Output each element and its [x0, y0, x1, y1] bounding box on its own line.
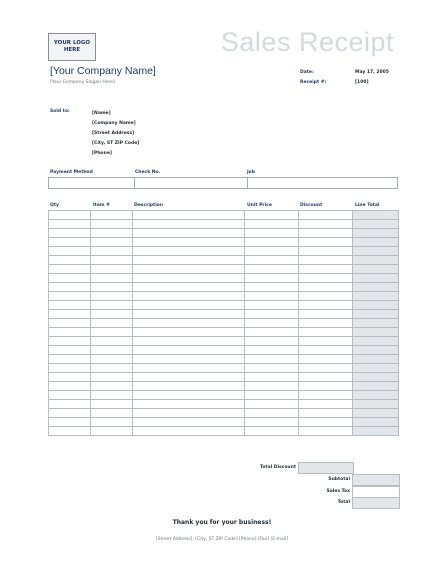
payment-method-header: Payment Method: [50, 170, 93, 175]
thank-you-message: Thank you for your business!: [172, 519, 272, 526]
description-cell[interactable]: [133, 283, 245, 292]
line-total-cell[interactable]: [353, 409, 399, 418]
item-number-cell[interactable]: [91, 364, 133, 373]
qty-cell[interactable]: [49, 400, 91, 409]
logo-placeholder: [48, 33, 96, 61]
line-total-cell[interactable]: [353, 427, 399, 436]
discount-cell[interactable]: [299, 292, 353, 301]
line-item-row: [49, 364, 399, 373]
description-cell[interactable]: [133, 427, 245, 436]
unit-price-cell[interactable]: [245, 355, 299, 364]
description-cell[interactable]: [133, 229, 245, 238]
sold-to-street: [Street Address]: [92, 131, 135, 136]
unit-price-header: Unit Price: [247, 203, 272, 208]
discount-cell[interactable]: [299, 400, 353, 409]
line-item-row: [49, 211, 399, 220]
line-item-row: [49, 310, 399, 319]
discount-cell[interactable]: [299, 310, 353, 319]
sold-to-label: Sold to:: [50, 109, 70, 114]
description-header: Description: [134, 203, 164, 208]
total-box[interactable]: [352, 497, 400, 509]
sales-tax-label: Sales Tax: [326, 489, 350, 494]
job-header: Job: [247, 170, 255, 175]
description-cell[interactable]: [133, 391, 245, 400]
footer-contact: [Street Address], [City, ST ZIP Code] [Phone] [Fax] [E-mail]: [155, 537, 289, 542]
unit-price-cell[interactable]: [245, 211, 299, 220]
item-number-cell[interactable]: [91, 301, 133, 310]
description-cell[interactable]: [133, 418, 245, 427]
receipt-number-value: [100]: [355, 80, 369, 85]
item-number-cell[interactable]: [91, 391, 133, 400]
unit-price-cell[interactable]: [245, 337, 299, 346]
unit-price-cell[interactable]: [245, 319, 299, 328]
item-number-cell[interactable]: [91, 382, 133, 391]
line-item-row: [49, 328, 399, 337]
payment-table: [48, 177, 398, 189]
line-item-row: [49, 391, 399, 400]
discount-cell[interactable]: [299, 391, 353, 400]
line-total-cell[interactable]: [353, 220, 399, 229]
item-number-cell[interactable]: [91, 328, 133, 337]
date-value: May 17, 2005: [355, 70, 389, 75]
item-number-cell[interactable]: [91, 310, 133, 319]
line-item-row: [49, 346, 399, 355]
unit-price-cell[interactable]: [245, 256, 299, 265]
description-cell[interactable]: [133, 238, 245, 247]
description-cell[interactable]: [133, 364, 245, 373]
qty-cell[interactable]: [49, 337, 91, 346]
unit-price-cell[interactable]: [245, 400, 299, 409]
discount-cell[interactable]: [299, 229, 353, 238]
qty-cell[interactable]: [49, 319, 91, 328]
item-number-cell[interactable]: [91, 373, 133, 382]
item-number-cell[interactable]: [91, 265, 133, 274]
item-number-cell[interactable]: [91, 274, 133, 283]
item-number-cell[interactable]: [91, 427, 133, 436]
line-item-row: [49, 247, 399, 256]
logo-line-2: HERE: [63, 47, 81, 53]
qty-cell[interactable]: [49, 364, 91, 373]
unit-price-cell[interactable]: [245, 427, 299, 436]
line-item-row: [49, 283, 399, 292]
check-number-cell[interactable]: [135, 178, 248, 189]
discount-cell[interactable]: [299, 283, 353, 292]
unit-price-cell[interactable]: [245, 229, 299, 238]
discount-cell[interactable]: [299, 346, 353, 355]
unit-price-cell[interactable]: [245, 391, 299, 400]
description-cell[interactable]: [133, 310, 245, 319]
item-number-cell[interactable]: [91, 247, 133, 256]
discount-cell[interactable]: [299, 364, 353, 373]
discount-cell[interactable]: [299, 301, 353, 310]
unit-price-cell[interactable]: [245, 283, 299, 292]
sold-to-company: [Company Name]: [92, 121, 136, 126]
description-cell[interactable]: [133, 265, 245, 274]
description-cell[interactable]: [133, 400, 245, 409]
line-total-cell[interactable]: [353, 400, 399, 409]
description-cell[interactable]: [133, 355, 245, 364]
line-item-row: [49, 382, 399, 391]
unit-price-cell[interactable]: [245, 364, 299, 373]
line-item-row: [49, 265, 399, 274]
unit-price-cell[interactable]: [245, 220, 299, 229]
item-number-cell[interactable]: [91, 220, 133, 229]
unit-price-cell[interactable]: [245, 301, 299, 310]
line-item-row: [49, 409, 399, 418]
discount-cell[interactable]: [299, 355, 353, 364]
line-item-row: [49, 229, 399, 238]
unit-price-cell[interactable]: [245, 292, 299, 301]
line-item-row: [49, 418, 399, 427]
unit-price-cell[interactable]: [245, 418, 299, 427]
qty-cell[interactable]: [49, 229, 91, 238]
line-item-row: [49, 238, 399, 247]
item-number-cell[interactable]: [91, 346, 133, 355]
discount-cell[interactable]: [299, 427, 353, 436]
item-number-cell[interactable]: [91, 256, 133, 265]
item-number-cell[interactable]: [91, 400, 133, 409]
line-total-cell[interactable]: [353, 274, 399, 283]
description-cell[interactable]: [133, 220, 245, 229]
description-cell[interactable]: [133, 346, 245, 355]
line-total-cell[interactable]: [353, 301, 399, 310]
qty-cell[interactable]: [49, 310, 91, 319]
logo-line-1: YOUR LOGO: [53, 40, 91, 46]
description-cell[interactable]: [133, 328, 245, 337]
item-number-cell[interactable]: [91, 319, 133, 328]
line-total-cell[interactable]: [353, 337, 399, 346]
unit-price-cell[interactable]: [245, 310, 299, 319]
discount-cell[interactable]: [299, 274, 353, 283]
unit-price-cell[interactable]: [245, 346, 299, 355]
unit-price-cell[interactable]: [245, 238, 299, 247]
item-number-cell[interactable]: [91, 337, 133, 346]
sold-to-block: [92, 109, 139, 159]
discount-cell[interactable]: [299, 418, 353, 427]
check-number-header: Check No.: [135, 170, 161, 175]
line-item-row: [49, 292, 399, 301]
item-number-cell[interactable]: [91, 355, 133, 364]
discount-cell[interactable]: [299, 409, 353, 418]
payment-method-cell[interactable]: [49, 178, 135, 189]
discount-cell[interactable]: [299, 337, 353, 346]
line-item-row: [49, 337, 399, 346]
description-cell[interactable]: [133, 409, 245, 418]
item-number-cell[interactable]: [91, 229, 133, 238]
line-total-cell[interactable]: [353, 211, 399, 220]
line-item-row: [49, 274, 399, 283]
line-total-cell[interactable]: [353, 346, 399, 355]
description-cell[interactable]: [133, 382, 245, 391]
qty-cell[interactable]: [49, 256, 91, 265]
discount-cell[interactable]: [299, 247, 353, 256]
receipt-number-label: Receipt #:: [300, 80, 327, 85]
unit-price-cell[interactable]: [245, 382, 299, 391]
subtotal-box[interactable]: [352, 474, 400, 486]
line-total-cell[interactable]: [353, 283, 399, 292]
line-total-cell[interactable]: [353, 391, 399, 400]
line-item-row: [49, 220, 399, 229]
payment-row: [49, 178, 398, 189]
discount-cell[interactable]: [299, 220, 353, 229]
qty-cell[interactable]: [49, 373, 91, 382]
line-total-cell[interactable]: [353, 373, 399, 382]
discount-cell[interactable]: [299, 319, 353, 328]
qty-cell[interactable]: [49, 274, 91, 283]
item-number-cell[interactable]: [91, 292, 133, 301]
line-item-row: [49, 319, 399, 328]
line-total-cell[interactable]: [353, 328, 399, 337]
sold-to-name: [Name]: [92, 111, 111, 116]
discount-cell[interactable]: [299, 328, 353, 337]
description-cell[interactable]: [133, 292, 245, 301]
description-cell[interactable]: [133, 301, 245, 310]
qty-cell[interactable]: [49, 328, 91, 337]
item-number-header: Item #: [93, 203, 110, 208]
line-item-row: [49, 301, 399, 310]
item-number-cell[interactable]: [91, 283, 133, 292]
job-cell[interactable]: [248, 178, 398, 189]
line-total-cell[interactable]: [353, 382, 399, 391]
line-total-cell[interactable]: [353, 229, 399, 238]
qty-cell[interactable]: [49, 247, 91, 256]
unit-price-cell[interactable]: [245, 247, 299, 256]
qty-cell[interactable]: [49, 211, 91, 220]
line-total-header: Line Total: [355, 203, 380, 208]
line-total-cell[interactable]: [353, 256, 399, 265]
line-item-row: [49, 400, 399, 409]
description-cell[interactable]: [133, 211, 245, 220]
line-total-cell[interactable]: [353, 355, 399, 364]
qty-cell[interactable]: [49, 382, 91, 391]
discount-cell[interactable]: [299, 211, 353, 220]
line-total-cell[interactable]: [353, 238, 399, 247]
unit-price-cell[interactable]: [245, 274, 299, 283]
line-items-table: [48, 210, 399, 436]
description-cell[interactable]: [133, 319, 245, 328]
line-item-row: [49, 373, 399, 382]
qty-cell[interactable]: [49, 346, 91, 355]
unit-price-cell[interactable]: [245, 265, 299, 274]
description-cell[interactable]: [133, 247, 245, 256]
item-number-cell[interactable]: [91, 418, 133, 427]
total-label: Total: [337, 500, 350, 505]
line-item-row: [49, 256, 399, 265]
line-total-cell[interactable]: [353, 292, 399, 301]
total-discount-box[interactable]: [298, 462, 354, 474]
qty-cell[interactable]: [49, 391, 91, 400]
logo-text: [53, 40, 91, 54]
line-total-cell[interactable]: [353, 265, 399, 274]
discount-cell[interactable]: [299, 256, 353, 265]
subtotal-label: Subtotal: [328, 477, 350, 482]
qty-cell[interactable]: [49, 265, 91, 274]
qty-cell[interactable]: [49, 418, 91, 427]
line-total-cell[interactable]: [353, 310, 399, 319]
item-number-cell[interactable]: [91, 238, 133, 247]
description-cell[interactable]: [133, 337, 245, 346]
line-total-cell[interactable]: [353, 319, 399, 328]
company-name: [Your Company Name]: [50, 65, 156, 77]
qty-cell[interactable]: [49, 427, 91, 436]
qty-header: Qty: [50, 203, 59, 208]
qty-cell[interactable]: [49, 283, 91, 292]
description-cell[interactable]: [133, 274, 245, 283]
total-discount-label: Total Discount: [259, 465, 296, 470]
line-item-row: [49, 427, 399, 436]
item-number-cell[interactable]: [91, 211, 133, 220]
qty-cell[interactable]: [49, 238, 91, 247]
unit-price-cell[interactable]: [245, 328, 299, 337]
discount-cell[interactable]: [299, 373, 353, 382]
document-title: Sales Receipt: [220, 27, 394, 57]
discount-cell[interactable]: [299, 382, 353, 391]
date-label: Date:: [300, 70, 314, 75]
unit-price-cell[interactable]: [245, 373, 299, 382]
discount-header: Discount: [300, 203, 323, 208]
qty-cell[interactable]: [49, 409, 91, 418]
line-total-cell[interactable]: [353, 247, 399, 256]
description-cell[interactable]: [133, 373, 245, 382]
qty-cell[interactable]: [49, 355, 91, 364]
line-item-row: [49, 355, 399, 364]
line-total-cell[interactable]: [353, 364, 399, 373]
discount-cell[interactable]: [299, 265, 353, 274]
qty-cell[interactable]: [49, 301, 91, 310]
item-number-cell[interactable]: [91, 409, 133, 418]
qty-cell[interactable]: [49, 292, 91, 301]
sold-to-city: [City, ST ZIP Code]: [92, 141, 140, 146]
qty-cell[interactable]: [49, 220, 91, 229]
unit-price-cell[interactable]: [245, 409, 299, 418]
line-total-cell[interactable]: [353, 418, 399, 427]
company-slogan: [Your Company Slogan Here]: [50, 80, 115, 85]
description-cell[interactable]: [133, 256, 245, 265]
discount-cell[interactable]: [299, 238, 353, 247]
sold-to-phone: [Phone]: [92, 151, 112, 156]
